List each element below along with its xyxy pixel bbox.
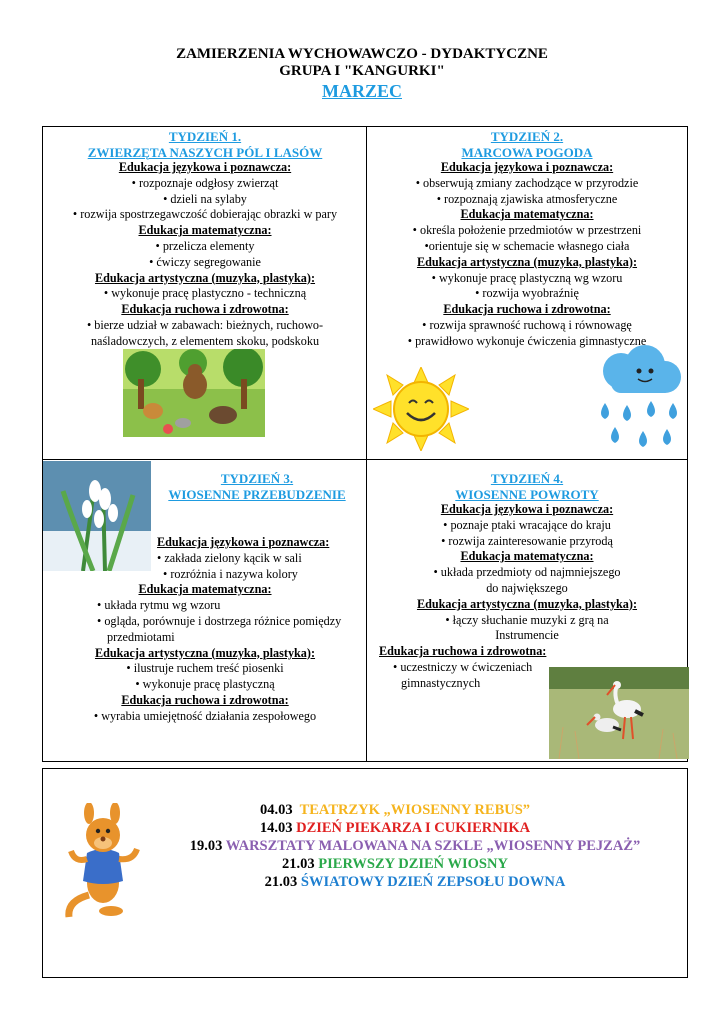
section-heading: Edukacja artystyczna (muzyka, plastyka):: [416, 254, 638, 269]
week-2-cell: [369, 129, 685, 350]
event-date: 21.03: [282, 856, 315, 872]
grid-divider-horizontal: [43, 459, 687, 460]
list-item: • obserwują zmiany zachodzące w przyrodzie: [415, 175, 639, 190]
event-item: [43, 819, 687, 837]
week-3-header: [151, 471, 363, 502]
list-item: • prawidłowo wykonuje ćwiczenia gimnastyczne: [407, 333, 647, 348]
list-item: • ćwiczy segregowanie: [149, 254, 261, 269]
rain-cloud-icon: [591, 345, 685, 455]
list-item: • wyrabia umiejętność działania zespołowego: [93, 708, 317, 723]
list-item: gimnastycznych: [401, 675, 481, 690]
week-3-cell: [47, 535, 363, 725]
week-1-theme: ZWIERZĘTA NASZYCH PÓL I LASÓW: [87, 144, 323, 160]
week-2-theme: MARCOWA POGODA: [461, 144, 593, 160]
section-heading: Edukacja artystyczna (muzyka, plastyka):: [416, 596, 638, 611]
list-item: • ogląda, porównuje i dostrzega różnice pomiędzy: [97, 613, 342, 628]
section-heading: Edukacja ruchowa i zdrowotna:: [121, 692, 289, 707]
header: [0, 46, 724, 102]
section-heading: Edukacja ruchowa i zdrowotna:: [443, 302, 611, 317]
section-heading: Edukacja artystyczna (muzyka, plastyka):: [94, 270, 316, 285]
list-item: • rozpoznaje odgłosy zwierząt: [131, 175, 279, 190]
header-group: GRUPA I "KANGURKI": [279, 63, 445, 79]
event-date: 19.03: [189, 838, 223, 854]
list-item: przedmiotami: [107, 629, 175, 644]
list-item: • wykonuje pracę plastyczną: [135, 677, 275, 692]
event-item: [43, 837, 687, 855]
list-item: • rozwija wyobraźnię: [475, 286, 579, 301]
section-heading: Edukacja matematyczna:: [460, 549, 594, 564]
section-heading: Edukacja językowa i poznawcza:: [118, 160, 292, 174]
header-month: MARZEC: [322, 81, 402, 101]
week-4-cell: [369, 471, 685, 692]
week-3-theme: WIOSENNE PRZEBUDZENIE: [168, 486, 346, 502]
section-heading: Edukacja językowa i poznawcza:: [440, 160, 614, 174]
events-list: [43, 801, 687, 891]
forest-animals-illustration: [123, 349, 265, 437]
event-name: PIERWSZY DZIEŃ WIOSNY: [318, 856, 508, 872]
list-item: • przelicza elementy: [155, 238, 255, 253]
list-item: do największego: [486, 580, 568, 595]
event-name: WARSZTATY MALOWANA NA SZKLE „WIOSENNY PEJZAŻ”: [225, 838, 641, 854]
week-4-title: TYDZIEŃ 4.: [490, 471, 564, 486]
list-item: • wykonuje pracę plastyczną wg wzoru: [431, 270, 623, 285]
sun-icon: [373, 367, 469, 451]
section-heading: Edukacja ruchowa i zdrowotna:: [379, 644, 547, 659]
list-item: • łączy słuchanie muzyki z grą na: [445, 612, 609, 627]
list-item: • rozwija spostrzegawczość dobierając obrazki w pary: [72, 207, 338, 222]
list-item: • rozróżnia i nazywa kolory: [163, 566, 298, 581]
week-1-cell: [47, 129, 363, 350]
section-heading: Edukacja ruchowa i zdrowotna:: [121, 302, 289, 317]
list-item: • układa przedmioty od najmniejszego: [433, 565, 621, 580]
list-item: • układa rytmu wg wzoru: [97, 598, 221, 613]
grid-divider-vertical: [366, 127, 367, 761]
event-date: 14.03: [259, 820, 293, 836]
list-item: naśladowczych, z elementem skoku, podskoku: [90, 333, 320, 348]
event-item: [43, 855, 687, 873]
week-2-title: TYDZIEŃ 2.: [490, 129, 564, 144]
events-box: [42, 768, 688, 978]
week-1-title: TYDZIEŃ 1.: [168, 129, 242, 144]
section-heading: Edukacja językowa i poznawcza:: [440, 502, 614, 516]
list-item: • bierze udział w zabawach: bieżnych, ruchowo-: [86, 317, 324, 332]
week-3-title: TYDZIEŃ 3.: [220, 471, 294, 486]
list-item: • wykonuje pracę plastyczno - techniczną: [103, 286, 307, 301]
event-item: [43, 873, 687, 891]
list-item: • rozwija zainteresowanie przyrodą: [441, 533, 613, 548]
list-item: • ilustruje ruchem treść piosenki: [126, 661, 284, 676]
week-4-theme: WIOSENNE POWROTY: [455, 486, 599, 502]
list-item: • uczestniczy w ćwiczeniach: [393, 659, 533, 674]
event-name: ŚWIATOWY DZIEŃ ZEPSOŁU DOWNA: [300, 874, 566, 890]
section-heading: Edukacja matematyczna:: [138, 223, 272, 238]
event-date: 21.03: [264, 874, 298, 890]
list-item: • dzieli na sylaby: [163, 191, 247, 206]
list-item: • rozpoznają zjawiska atmosferyczne: [436, 191, 618, 206]
weeks-grid: [42, 126, 688, 762]
event-name: TEATRZYK „WIOSENNY REBUS”: [299, 802, 531, 818]
list-item: • zakłada zielony kącik w sali: [157, 550, 302, 565]
list-item: • poznaje ptaki wracające do kraju: [443, 517, 611, 532]
event-date: 04.03: [259, 802, 293, 818]
list-item: • rozwija sprawność ruchową i równowagę: [422, 317, 632, 332]
list-item: • określa położenie przedmiotów w przestrzeni: [412, 223, 642, 238]
section-heading: Edukacja matematyczna:: [138, 582, 272, 597]
section-heading: Edukacja artystyczna (muzyka, plastyka):: [94, 645, 316, 660]
storks-photo: [549, 667, 689, 759]
section-heading: Edukacja matematyczna:: [460, 207, 594, 222]
event-item: [43, 801, 687, 819]
list-item: •orientuje się w schemacie własnego ciała: [424, 238, 630, 253]
list-item: Instrumencie: [495, 628, 559, 643]
event-name: DZIEŃ PIEKARZA I CUKIERNIKA: [296, 820, 531, 836]
section-heading: Edukacja językowa i poznawcza:: [157, 535, 330, 549]
header-title: ZAMIERZENIA WYCHOWAWCZO - DYDAKTYCZNE: [176, 46, 548, 62]
